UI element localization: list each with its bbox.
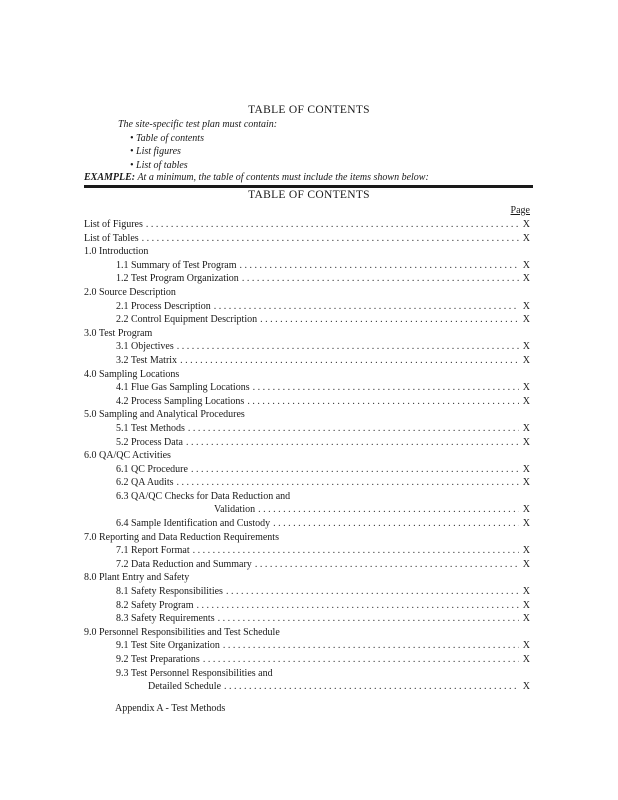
toc-section	[84, 626, 530, 640]
toc-entry-page: X	[522, 613, 530, 625]
toc-entry-wrap	[84, 667, 530, 681]
toc-entry-text: 8.1 Safety Responsibilities	[116, 586, 223, 598]
toc-section	[84, 368, 530, 382]
toc-entry-page: X	[522, 436, 530, 448]
leader-dots	[260, 313, 519, 327]
toc-entry-page: X	[522, 477, 530, 489]
example-text: At a minimum, the table of contents must include the items shown below:	[137, 172, 429, 183]
toc-section	[84, 245, 530, 259]
toc-section	[84, 571, 530, 585]
toc-section-text: 7.0 Reporting and Data Reduction Requirements	[84, 531, 279, 543]
toc-entry-page: X	[522, 232, 530, 244]
toc-entry-text: 3.2 Test Matrix	[116, 354, 178, 366]
toc-section-text: 1.0 Introduction	[84, 246, 149, 258]
intro-bullet: • List figures	[130, 146, 181, 157]
leader-dots	[253, 381, 519, 395]
toc-section	[84, 408, 530, 422]
toc-entry-page: X	[522, 395, 530, 407]
leader-dots	[247, 395, 519, 409]
leader-dots	[214, 300, 519, 314]
toc-entry	[84, 503, 530, 517]
toc-section-text: 9.0 Personnel Responsibilities and Test Schedule	[84, 626, 280, 638]
toc-entry-page: X	[522, 586, 530, 598]
toc-entry-page: X	[522, 518, 530, 530]
leader-dots	[177, 476, 519, 490]
page-column-label: Page	[510, 205, 530, 216]
leader-dots	[177, 340, 519, 354]
toc-entry-text: 6.3 QA/QC Checks for Data Reduction and	[116, 490, 291, 502]
toc-entry-page: X	[522, 640, 530, 652]
toc-entry-text: 4.1 Flue Gas Sampling Locations	[116, 382, 250, 394]
toc-entry-text: 8.2 Safety Program	[116, 599, 194, 611]
toc-entry	[84, 558, 530, 572]
leader-dots	[258, 503, 519, 517]
toc-entry-text: 7.1 Report Format	[116, 545, 190, 557]
toc-section-text: 2.0 Source Description	[84, 286, 176, 298]
toc-entry	[84, 354, 530, 368]
toc-entry-text: List of Figures	[84, 219, 143, 230]
toc-entry	[84, 680, 530, 694]
toc-entry	[84, 517, 530, 531]
toc-entry-text: 7.2 Data Reduction and Summary	[116, 558, 252, 570]
leader-dots	[223, 639, 519, 653]
leader-dots	[146, 218, 519, 232]
leader-dots	[224, 680, 519, 694]
toc-entry-text: 9.2 Test Preparations	[116, 654, 200, 665]
toc-entry-text: 9.1 Test Site Organization	[116, 640, 220, 652]
toc-entry-page: X	[522, 422, 530, 434]
leader-dots	[218, 612, 519, 626]
toc-entry	[84, 381, 530, 395]
example-label: EXAMPLE:	[84, 172, 136, 183]
toc-heading: TABLE OF CONTENTS	[248, 189, 370, 201]
toc-entry	[84, 585, 530, 599]
toc-section-text: 8.0 Plant Entry and Safety	[84, 572, 190, 584]
example-note	[84, 172, 534, 183]
toc-entry-text: 6.2 QA Audits	[116, 477, 174, 489]
toc-entry-text: 3.1 Objectives	[116, 341, 174, 353]
toc-entry-page: X	[522, 599, 530, 611]
toc-entry-page: X	[522, 545, 530, 557]
leader-dots	[142, 232, 519, 246]
toc-entry-page: X	[522, 300, 530, 312]
intro-instructions	[118, 118, 277, 172]
toc-entry-page: X	[522, 558, 530, 570]
toc-entry	[84, 422, 530, 436]
toc-entry	[84, 436, 530, 450]
toc-entry-page: X	[522, 654, 530, 665]
toc-entry	[84, 639, 530, 653]
toc-entry	[84, 599, 530, 613]
toc-entry-wrap	[84, 490, 530, 504]
toc-entry-text: 6.4 Sample Identification and Custody	[116, 518, 271, 530]
appendix-line: Appendix A - Test Methods	[115, 703, 226, 714]
page-title: TABLE OF CONTENTS	[248, 104, 370, 116]
toc-entry-text: 5.2 Process Data	[116, 436, 183, 448]
leader-dots	[188, 422, 519, 436]
toc-entry-page: X	[522, 314, 530, 326]
toc-entry-page: X	[522, 354, 530, 366]
toc-entry	[84, 272, 530, 286]
leader-dots	[203, 653, 519, 667]
leader-dots	[240, 259, 520, 273]
toc-entry-text: 6.1 QC Procedure	[116, 463, 188, 475]
toc-entry-page: X	[522, 681, 530, 693]
toc-entry-text: 8.3 Safety Requirements	[116, 613, 215, 625]
toc-entry-page: X	[522, 382, 530, 394]
leader-dots	[191, 463, 519, 477]
toc-entry	[84, 653, 530, 667]
leader-dots	[186, 436, 519, 450]
toc-section-text: 5.0 Sampling and Analytical Procedures	[84, 409, 245, 421]
toc-section	[84, 286, 530, 300]
toc-entry	[84, 300, 530, 314]
toc-entry-text: 2.1 Process Description	[116, 300, 211, 312]
toc-section	[84, 327, 530, 341]
leader-dots	[193, 544, 519, 558]
table-of-contents	[84, 218, 530, 694]
toc-entry-text: 5.1 Test Methods	[116, 422, 185, 434]
leader-dots	[226, 585, 519, 599]
intro-bullet: • Table of contents	[130, 132, 204, 144]
toc-entry-text: List of Tables	[84, 232, 139, 244]
toc-section-text: 4.0 Sampling Locations	[84, 368, 180, 380]
toc-entry-text: 1.2 Test Program Organization	[116, 273, 239, 285]
leader-dots	[273, 517, 519, 531]
toc-entry	[84, 232, 530, 246]
toc-entry-page: X	[522, 259, 530, 271]
toc-entry	[84, 313, 530, 327]
leader-dots	[180, 354, 519, 368]
toc-entry	[84, 218, 530, 232]
toc-entry-text: 4.2 Process Sampling Locations	[116, 395, 245, 407]
toc-section-text: 6.0 QA/QC Activities	[84, 450, 171, 462]
divider-rule	[84, 185, 533, 188]
toc-entry	[84, 476, 530, 490]
toc-entry-text: 9.3 Test Personnel Responsibilities and	[116, 667, 273, 679]
toc-entry-text: 1.1 Summary of Test Program	[116, 259, 237, 271]
leader-dots	[242, 272, 519, 286]
leader-dots	[255, 558, 519, 572]
toc-entry	[84, 395, 530, 409]
intro-lead: The site-specific test plan must contain:	[118, 119, 278, 130]
toc-entry-page: X	[522, 504, 530, 516]
leader-dots	[197, 599, 520, 613]
toc-entry	[84, 340, 530, 354]
toc-entry-page: X	[522, 341, 530, 353]
toc-entry-page: X	[522, 273, 530, 285]
toc-section	[84, 449, 530, 463]
toc-section-text: 3.0 Test Program	[84, 327, 153, 339]
toc-entry-text: Detailed Schedule	[148, 681, 222, 693]
toc-entry-page: X	[522, 463, 530, 475]
toc-entry-text: 2.2 Control Equipment Description	[116, 314, 258, 326]
toc-entry-text: Validation	[214, 504, 256, 516]
toc-entry	[84, 259, 530, 273]
toc-entry-page: X	[522, 219, 530, 230]
toc-entry	[84, 544, 530, 558]
intro-bullet: • List of tables	[130, 159, 188, 171]
toc-section	[84, 531, 530, 545]
toc-entry	[84, 612, 530, 626]
toc-entry	[84, 463, 530, 477]
